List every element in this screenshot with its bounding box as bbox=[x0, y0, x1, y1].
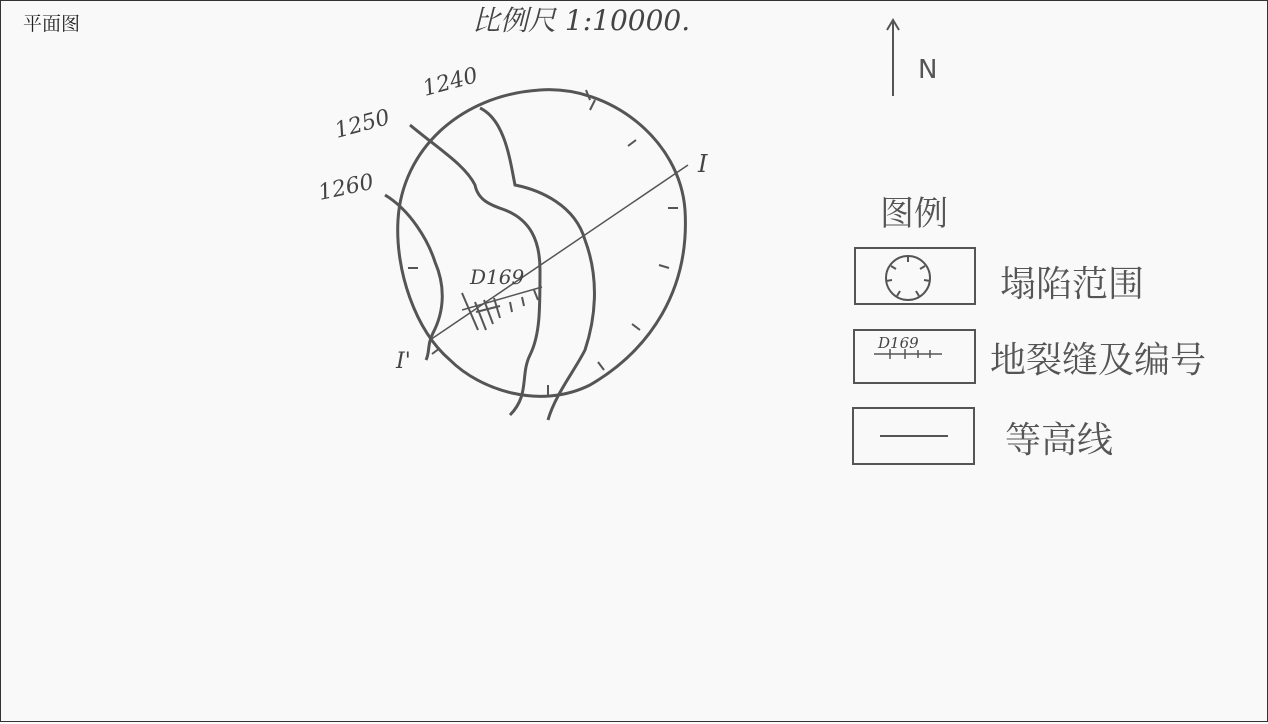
legend-label-collapse: 塌陷范围 bbox=[1000, 264, 1145, 305]
collapse-zone-boundary bbox=[398, 90, 686, 397]
contour-label-1260: 1260 bbox=[316, 169, 377, 206]
map-title: 平面图 bbox=[23, 13, 81, 35]
legend-crack-sample: D169 bbox=[878, 334, 919, 352]
contour-line-1260 bbox=[385, 195, 442, 360]
legend-title: 图例 bbox=[880, 194, 948, 234]
section-label-end: I bbox=[698, 150, 708, 178]
section-label-start: I' bbox=[396, 349, 411, 374]
collapse-zone-icon bbox=[886, 256, 930, 300]
legend-label-crack: 地裂缝及编号 bbox=[990, 340, 1207, 381]
legend-label-contour: 等高线 bbox=[1005, 420, 1114, 461]
north-arrow-icon bbox=[887, 20, 899, 96]
contour-label-1240: 1240 bbox=[420, 63, 481, 102]
section-line bbox=[430, 165, 688, 340]
north-label: N bbox=[918, 55, 938, 85]
ground-crack bbox=[462, 287, 542, 330]
contour-line-1240 bbox=[480, 108, 594, 420]
scale-label: 比例尺 1:10000. bbox=[472, 4, 691, 37]
contour-label-1250: 1250 bbox=[332, 105, 393, 144]
crack-label: D169 bbox=[470, 265, 525, 289]
